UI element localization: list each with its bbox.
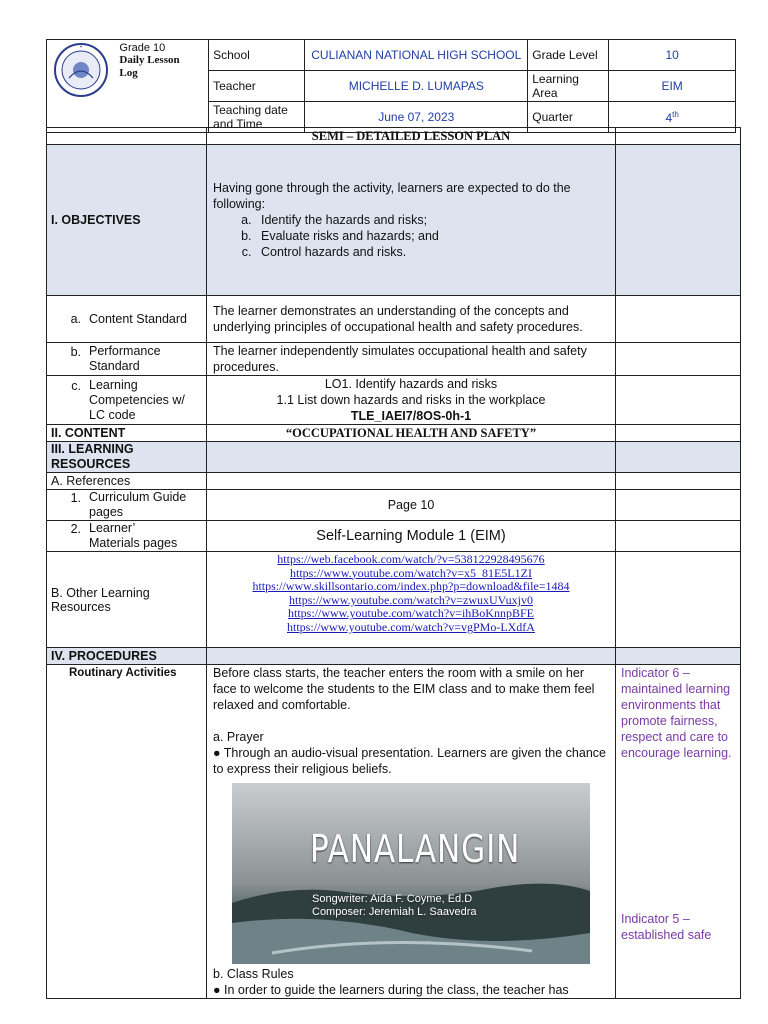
competency-line-2: 1.1 List down hazards and risks in the workplace bbox=[276, 393, 546, 407]
resources-cell bbox=[207, 442, 616, 473]
curriculum-guide-note bbox=[616, 490, 741, 521]
indicator-5: Indicator 5 – established safe bbox=[621, 912, 712, 942]
resource-link[interactable]: https://www.youtube.com/watch?v=zwuxUVuxjv0 bbox=[289, 592, 533, 607]
objectives-intro: Having gone through the activity, learners are expected to do the following: bbox=[213, 181, 571, 211]
grade-level-label: Grade Level bbox=[528, 40, 609, 71]
class-rules-text: ● In order to guide the learners during the class, the teacher has bbox=[213, 983, 569, 997]
learning-area-label: Learning Area bbox=[528, 71, 609, 102]
routinary-label-cell bbox=[47, 665, 207, 999]
routinary-cell bbox=[207, 665, 616, 999]
content-standard-label: Content Standard bbox=[89, 312, 187, 326]
references-cell bbox=[207, 473, 616, 490]
resource-link[interactable]: https://www.skillsontario.com/index.php?p=download&file=1484 bbox=[252, 579, 570, 594]
learner-materials-label: Learner’ Materials pages bbox=[89, 521, 178, 550]
quarter-label: Quarter bbox=[528, 102, 609, 133]
photo-title: PANALANGIN bbox=[310, 827, 521, 871]
school-value: CULIANAN NATIONAL HIGH SCHOOL bbox=[305, 40, 528, 71]
teacher-value: MICHELLE D. LUMAPAS bbox=[305, 71, 528, 102]
performance-standard-note bbox=[616, 343, 741, 376]
objectives-label: I. OBJECTIVES bbox=[47, 145, 207, 296]
content-title: “OCCUPATIONAL HEALTH AND SAFETY” bbox=[207, 425, 616, 442]
learning-area-value: EIM bbox=[609, 71, 736, 102]
performance-standard-label-cell bbox=[47, 343, 207, 376]
title-left-cell bbox=[47, 128, 207, 145]
prayer-label: a. Prayer bbox=[213, 730, 264, 744]
panalangin-image bbox=[232, 783, 590, 964]
objectives-note-cell bbox=[616, 145, 741, 296]
title-right-cell bbox=[616, 128, 741, 145]
photo-composer: Composer: Jeremiah L. Saavedra bbox=[312, 906, 477, 918]
references-label: A. References bbox=[47, 473, 207, 490]
content-standard-note bbox=[616, 296, 741, 343]
competencies-num: c. bbox=[71, 378, 81, 393]
class-rules-label: b. Class Rules bbox=[213, 967, 294, 981]
content-standard-num: a. bbox=[70, 312, 81, 326]
learner-materials-label-cell bbox=[47, 521, 207, 552]
date-value: June 07, 2023 bbox=[305, 102, 528, 133]
routinary-intro: Before class starts, the teacher enters the room with a smile on her face to welcome the students to the EIM class and to make them feel relaxed and comfortable. bbox=[213, 666, 595, 712]
curriculum-guide-label-cell bbox=[47, 490, 207, 521]
photo-songwriter: Songwriter: Aida F. Coyme, Ed.D bbox=[312, 893, 473, 905]
indicators-cell bbox=[616, 665, 741, 999]
resources-note bbox=[616, 442, 741, 473]
learner-materials-note bbox=[616, 521, 741, 552]
resource-link[interactable]: https://web.facebook.com/watch/?v=538122928495676 bbox=[277, 552, 545, 566]
competency-line-1: LO1. Identify hazards and risks bbox=[324, 377, 498, 391]
teacher-label: Teacher bbox=[209, 71, 305, 102]
grade-label: Grade 10 bbox=[119, 42, 166, 54]
objective-item: c. Control hazards and risks. bbox=[255, 244, 611, 260]
curriculum-guide-value: Page 10 bbox=[207, 490, 616, 521]
objectives-cell bbox=[207, 145, 616, 296]
content-label: II. CONTENT bbox=[47, 425, 207, 442]
lesson-plan-table bbox=[46, 127, 741, 999]
routinary-label: Routinary Activities bbox=[69, 667, 177, 679]
quarter-suffix: th bbox=[672, 109, 679, 119]
competencies-label: Learning Competencies w/ LC code bbox=[89, 377, 185, 422]
resources-label: III. LEARNING RESOURCES bbox=[47, 442, 207, 473]
objectives-list bbox=[213, 212, 611, 260]
resource-link[interactable]: https://www.youtube.com/watch?v=x5_81E5L1ZI bbox=[290, 565, 532, 580]
deped-seal-icon bbox=[53, 42, 109, 98]
other-resources-note bbox=[616, 552, 741, 648]
other-resources-label: B. Other Learning Resources bbox=[47, 552, 207, 648]
landscape-graphic bbox=[232, 783, 590, 964]
log-title-cell bbox=[115, 40, 208, 133]
competencies-label-cell bbox=[47, 376, 207, 425]
procedures-note bbox=[616, 648, 741, 665]
learner-materials-num: 2. bbox=[70, 522, 81, 536]
header-table bbox=[46, 39, 736, 133]
prayer-text: ● Through an audio-visual presentation. Learners are given the chance to express their religious beliefs. bbox=[213, 746, 606, 776]
performance-standard-text: The learner independently simulates occupational health and safety procedures. bbox=[207, 343, 616, 376]
grade-level-value: 10 bbox=[609, 40, 736, 71]
learner-materials-value: Self-Learning Module 1 (EIM) bbox=[207, 521, 616, 552]
school-label: School bbox=[209, 40, 305, 71]
content-standard-label-cell bbox=[47, 296, 207, 343]
content-standard-text: The learner demonstrates an understanding of the concepts and underlying principles of occupational health and safety procedures. bbox=[207, 296, 616, 343]
resource-link[interactable]: https://www.youtube.com/watch?v=vgPMo-LXdfA bbox=[287, 619, 535, 634]
objective-item: a. Identify the hazards and risks; bbox=[255, 212, 611, 228]
date-label: Teaching date and Time bbox=[209, 102, 305, 133]
curriculum-guide-label: Curriculum Guide pages bbox=[89, 490, 187, 519]
curriculum-guide-num: 1. bbox=[70, 491, 81, 505]
objective-item: b. Evaluate risks and hazards; and bbox=[255, 228, 611, 244]
procedures-cell bbox=[207, 648, 616, 665]
competencies-note bbox=[616, 376, 741, 425]
competency-code: TLE_IAEI7/8OS-0h-1 bbox=[350, 409, 472, 423]
content-note bbox=[616, 425, 741, 442]
plan-title: SEMI – DETAILED LESSON PLAN bbox=[207, 128, 616, 145]
resource-link[interactable]: https://www.youtube.com/watch?v=ihBoKnnpBFE bbox=[288, 606, 534, 621]
competencies-cell bbox=[207, 376, 616, 425]
seal-cell bbox=[47, 40, 116, 133]
performance-standard-num: b. bbox=[70, 345, 81, 359]
other-resources-links bbox=[207, 552, 616, 648]
performance-standard-label: Performance Standard bbox=[89, 344, 161, 373]
log-title: Daily Lesson Log bbox=[119, 54, 180, 79]
references-note bbox=[616, 473, 741, 490]
quarter-number: 4 bbox=[665, 110, 673, 125]
indicator-6: Indicator 6 – maintained learning environments that promote fairness, respect and care to encourage learning. bbox=[621, 666, 732, 760]
procedures-label: IV. PROCEDURES bbox=[47, 648, 207, 665]
